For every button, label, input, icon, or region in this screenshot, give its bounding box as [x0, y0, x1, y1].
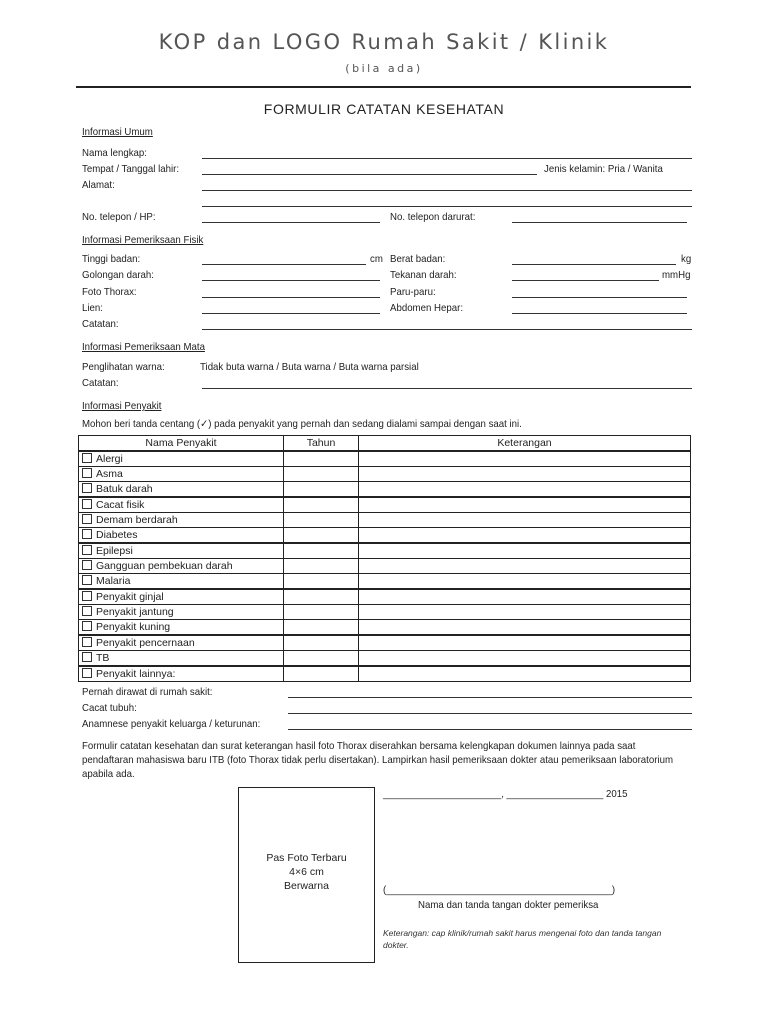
remarks-cell[interactable]	[359, 635, 691, 651]
section-heading-mata: Informasi Pemeriksaan Mata	[82, 341, 205, 353]
checkbox-icon[interactable]	[82, 652, 92, 662]
remarks-cell[interactable]	[359, 543, 691, 559]
label-alamat: Alamat:	[82, 179, 115, 191]
section-heading-fisik: Informasi Pemeriksaan Fisik	[82, 234, 204, 246]
note-line-1: Keterangan: cap klinik/rumah sakit harus mengenai foto dan tanda tangan	[383, 928, 662, 938]
disease-label: Diabetes	[96, 529, 138, 541]
disease-label: Epilepsi	[96, 545, 133, 557]
disease-label: Demam berdarah	[96, 514, 178, 526]
remarks-cell[interactable]	[359, 528, 691, 544]
table-row	[79, 651, 691, 667]
field-alamat-2[interactable]	[202, 206, 692, 207]
label-jenis-kelamin: Jenis kelamin: Pria / Wanita	[544, 163, 663, 175]
field-golongan-darah[interactable]	[202, 280, 380, 281]
year-cell[interactable]	[284, 666, 359, 682]
disease-cell[interactable]	[79, 528, 284, 544]
year-cell[interactable]	[284, 497, 359, 513]
checkbox-icon[interactable]	[82, 591, 92, 601]
year-cell[interactable]	[284, 543, 359, 559]
disease-label: Penyakit pencernaan	[96, 637, 195, 649]
disease-label: Penyakit ginjal	[96, 591, 164, 603]
disease-cell[interactable]	[79, 559, 284, 574]
field-anamnese[interactable]	[288, 729, 692, 730]
remarks-cell[interactable]	[359, 666, 691, 682]
field-abdomen[interactable]	[512, 313, 687, 314]
table-row	[79, 666, 691, 682]
disease-cell[interactable]	[79, 497, 284, 513]
checkbox-icon[interactable]	[82, 621, 92, 631]
column-header-nama-penyakit: Nama Penyakit	[79, 436, 284, 452]
field-nama[interactable]	[202, 158, 692, 159]
disease-cell[interactable]	[79, 574, 284, 590]
letterhead-title: KOP dan LOGO Rumah Sakit / Klinik	[158, 30, 610, 54]
table-row	[79, 605, 691, 620]
label-tinggi: Tinggi badan:	[82, 253, 141, 265]
field-dirawat[interactable]	[288, 697, 692, 698]
table-row	[79, 451, 691, 467]
letterhead-subtitle: (bila ada)	[345, 62, 423, 75]
label-tekanan-darah: Tekanan darah:	[390, 269, 457, 281]
field-lien[interactable]	[202, 313, 380, 314]
disease-label: Penyakit lainnya:	[96, 668, 176, 680]
year-cell[interactable]	[284, 467, 359, 482]
table-row	[79, 559, 691, 574]
table-row	[79, 635, 691, 651]
year-cell[interactable]	[284, 528, 359, 544]
field-paru[interactable]	[512, 297, 687, 298]
disease-label: TB	[96, 652, 110, 664]
disease-label: Malaria	[96, 575, 131, 587]
year-cell[interactable]	[284, 620, 359, 636]
year-cell[interactable]	[284, 559, 359, 574]
checkbox-icon[interactable]	[82, 575, 92, 585]
field-alamat-1[interactable]	[202, 190, 692, 191]
column-header-tahun: Tahun	[284, 436, 359, 452]
remarks-cell[interactable]	[359, 513, 691, 528]
checkbox-icon[interactable]	[82, 668, 92, 678]
disease-cell[interactable]	[79, 651, 284, 667]
year-cell[interactable]	[284, 513, 359, 528]
disease-cell[interactable]	[79, 635, 284, 651]
disease-cell[interactable]	[79, 620, 284, 636]
remarks-cell[interactable]	[359, 451, 691, 467]
checkbox-icon[interactable]	[82, 560, 92, 570]
remarks-cell[interactable]	[359, 589, 691, 605]
form-title: FORMULIR CATATAN KESEHATAN	[263, 101, 505, 117]
field-tinggi[interactable]	[202, 264, 366, 265]
remarks-cell[interactable]	[359, 574, 691, 590]
table-row	[79, 467, 691, 482]
signature-caption: Nama dan tanda tangan dokter pemeriksa	[418, 899, 599, 911]
column-header-keterangan: Keterangan	[359, 436, 691, 452]
disease-label: Penyakit jantung	[96, 606, 174, 618]
label-telepon: No. telepon / HP:	[82, 211, 156, 223]
disease-label: Asma	[96, 468, 123, 480]
checkbox-icon[interactable]	[82, 545, 92, 555]
checkbox-icon[interactable]	[82, 514, 92, 524]
checkbox-icon[interactable]	[82, 499, 92, 509]
signature-line[interactable]: (__________________________________________)	[383, 884, 616, 896]
checkbox-icon[interactable]	[82, 468, 92, 478]
year-cell[interactable]	[284, 482, 359, 498]
disease-label: Alergi	[96, 453, 123, 465]
info-paragraph-line-3: apabila ada.	[82, 768, 135, 780]
field-catatan-fisik[interactable]	[202, 329, 692, 330]
field-berat[interactable]	[512, 264, 676, 265]
remarks-cell[interactable]	[359, 467, 691, 482]
table-row	[79, 497, 691, 513]
label-berat: Berat badan:	[390, 253, 446, 265]
section-heading-penyakit: Informasi Penyakit	[82, 400, 162, 412]
penglihatan-options[interactable]: Tidak buta warna / Buta warna / Buta warna parsial	[200, 361, 419, 373]
table-row	[79, 513, 691, 528]
label-ttl: Tempat / Tanggal lahir:	[82, 163, 180, 175]
disease-cell[interactable]	[79, 589, 284, 605]
label-anamnese: Anamnese penyakit keluarga / keturunan:	[82, 718, 261, 730]
field-tekanan-darah[interactable]	[512, 280, 659, 281]
field-ttl[interactable]	[202, 174, 537, 175]
remarks-cell[interactable]	[359, 559, 691, 574]
label-dirawat: Pernah dirawat di rumah sakit:	[82, 686, 213, 698]
photo-label-2: 4×6 cm	[289, 866, 324, 878]
remarks-cell[interactable]	[359, 620, 691, 636]
year-cell[interactable]	[284, 605, 359, 620]
photo-label-1: Pas Foto Terbaru	[266, 852, 347, 864]
photo-box	[238, 787, 375, 963]
field-foto-thorax[interactable]	[202, 297, 380, 298]
unit-mmhg: mmHg	[662, 269, 691, 281]
disease-label: Penyakit kuning	[96, 621, 171, 633]
disease-cell[interactable]	[79, 666, 284, 682]
disease-cell[interactable]	[79, 543, 284, 559]
label-abdomen: Abdomen Hepar:	[390, 302, 464, 314]
checkbox-icon[interactable]	[82, 529, 92, 539]
disease-cell[interactable]	[79, 482, 284, 498]
label-nama: Nama lengkap:	[82, 147, 147, 159]
remarks-cell[interactable]	[359, 605, 691, 620]
date-line[interactable]: ______________________, __________________ 2015	[383, 788, 628, 800]
table-row	[79, 543, 691, 559]
note-line-2: dokter.	[383, 940, 409, 950]
field-catatan-mata[interactable]	[202, 388, 692, 389]
label-golongan-darah: Golongan darah:	[82, 269, 154, 281]
info-paragraph-line-2: pendaftaran mahasiswa baru ITB (foto Thorax tidak perlu disertakan). Lampirkan hasil pemeriksaan dokter atau pemeriksaan laboratorium	[82, 754, 673, 766]
penyakit-instruction: Mohon beri tanda centang (✓) pada penyakit yang pernah dan sedang dialami sampai dengan saat ini.	[82, 418, 522, 430]
label-paru: Paru-paru:	[390, 286, 436, 298]
year-cell[interactable]	[284, 651, 359, 667]
remarks-cell[interactable]	[359, 482, 691, 498]
label-telepon-darurat: No. telepon darurat:	[390, 211, 476, 223]
unit-cm: cm	[370, 253, 383, 265]
label-lien: Lien:	[82, 302, 103, 314]
checkbox-icon[interactable]	[82, 606, 92, 616]
year-cell[interactable]	[284, 574, 359, 590]
year-cell[interactable]	[284, 589, 359, 605]
label-penglihatan: Penglihatan warna:	[82, 361, 165, 373]
disease-table	[78, 435, 691, 682]
remarks-cell[interactable]	[359, 651, 691, 667]
disease-label: Gangguan pembekuan darah	[96, 560, 233, 572]
checkbox-icon[interactable]	[82, 637, 92, 647]
field-telepon[interactable]	[202, 222, 380, 223]
section-heading-umum: Informasi Umum	[82, 126, 153, 138]
photo-label-3: Berwarna	[284, 880, 329, 892]
table-row	[79, 482, 691, 498]
table-row	[79, 620, 691, 636]
disease-cell[interactable]	[79, 513, 284, 528]
field-cacat-tubuh[interactable]	[288, 713, 692, 714]
table-row	[79, 528, 691, 544]
remarks-cell[interactable]	[359, 497, 691, 513]
disease-label: Cacat fisik	[96, 499, 145, 511]
checkbox-icon[interactable]	[82, 483, 92, 493]
info-paragraph-line-1: Formulir catatan kesehatan dan surat keterangan hasil foto Thorax diserahkan bersama kelengkapan dokumen lainnya pada saat	[82, 740, 636, 752]
disease-cell[interactable]	[79, 605, 284, 620]
unit-kg: kg	[681, 253, 692, 265]
header-divider	[76, 86, 691, 88]
year-cell[interactable]	[284, 635, 359, 651]
table-row	[79, 574, 691, 590]
label-catatan-mata: Catatan:	[82, 377, 119, 389]
disease-cell[interactable]	[79, 467, 284, 482]
label-catatan-fisik: Catatan:	[82, 318, 119, 330]
disease-cell[interactable]	[79, 451, 284, 467]
label-foto-thorax: Foto Thorax:	[82, 286, 137, 298]
field-telepon-darurat[interactable]	[512, 222, 687, 223]
checkbox-icon[interactable]	[82, 453, 92, 463]
label-cacat-tubuh: Cacat tubuh:	[82, 702, 137, 714]
disease-label: Batuk darah	[96, 483, 153, 495]
table-row	[79, 589, 691, 605]
year-cell[interactable]	[284, 451, 359, 467]
